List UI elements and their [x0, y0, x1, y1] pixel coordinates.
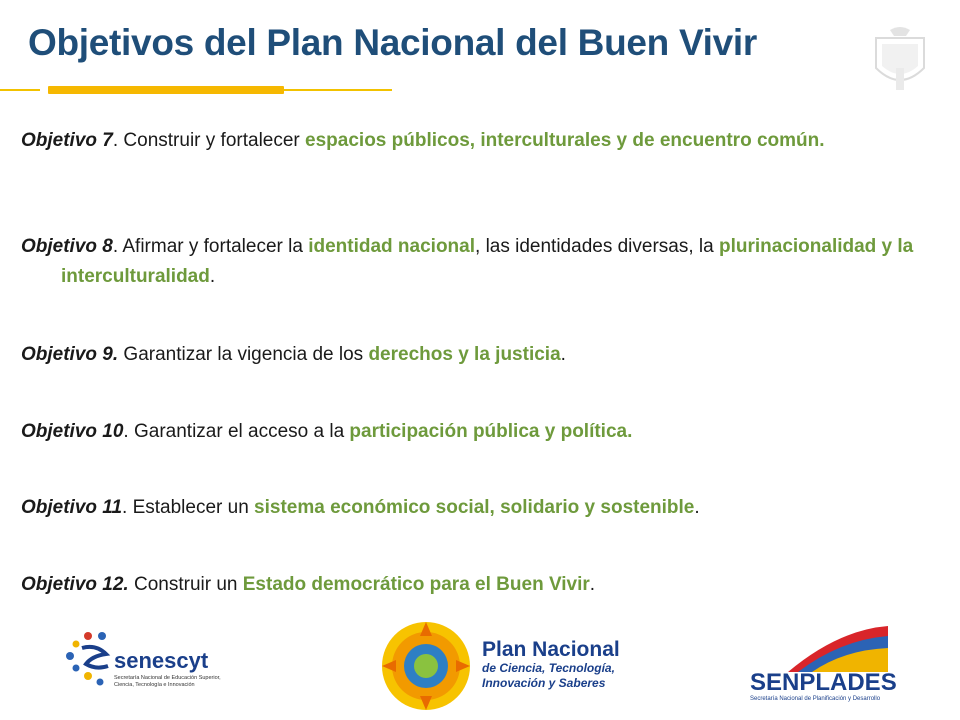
senescyt-logo [62, 626, 232, 702]
objective-text: Garantizar el acceso a la [128, 421, 350, 442]
objective-label: Objetivo 8 [21, 236, 113, 257]
objective-text-middle: . [589, 574, 596, 595]
objective-text: Establecer un [127, 497, 255, 518]
objective-item [21, 493, 941, 523]
objective-item [21, 417, 941, 447]
objective-highlight: identidad nacional [308, 236, 476, 257]
senplades-logo [748, 620, 900, 704]
plan-subtitle-2: Innovación y Saberes [482, 676, 606, 690]
objective-text: Afirmar y fortalecer la [118, 236, 309, 257]
objective-text: Construir y fortalecer [118, 130, 306, 151]
objective-highlight: sistema económico social, solidario y sostenible [254, 497, 695, 518]
objective-item [21, 232, 941, 292]
objective-label-suffix: . [122, 497, 128, 518]
ecuador-coat-of-arms-icon [868, 24, 932, 96]
objective-text-middle: . [560, 344, 566, 365]
plan-title: Plan Nacional [482, 638, 620, 661]
objective-label: Objetivo 9. [21, 344, 119, 365]
objective-highlight: participación pública y política. [349, 421, 633, 442]
sun-symbol-icon [382, 622, 470, 710]
objective-text: Garantizar la vigencia de los [118, 344, 369, 365]
objective-label: Objetivo 7 [21, 130, 113, 151]
objective-label-suffix: . [112, 236, 119, 257]
objective-label: Objetivo 12. [21, 574, 129, 595]
objective-highlight: Estado democrático para el Buen Vivir [242, 574, 590, 595]
senplades-subtitle: Secretaría Nacional de Planificación y Desarrollo [750, 696, 881, 702]
slide-title: Objetivos del Plan Nacional del Buen Vivir [28, 22, 757, 63]
objective-label: Objetivo 11 [21, 497, 123, 518]
senescyt-subtitle-1: Secretaría Nacional de Educación Superior, [114, 675, 221, 681]
plan-subtitle-1: de Ciencia, Tecnología, [482, 661, 615, 675]
senescyt-wordmark: senescyt [114, 648, 209, 673]
senplades-grid-icon [788, 626, 888, 672]
footer-logos [0, 606, 960, 720]
objective-label-suffix: . [123, 421, 129, 442]
senescyt-symbol-icon [66, 632, 108, 686]
title-underline-right [284, 89, 392, 91]
title-underline-bar [48, 86, 284, 94]
objective-item [21, 570, 941, 600]
objective-text-end: . [209, 266, 216, 287]
objective-text-middle: . [694, 497, 700, 518]
objective-item [21, 126, 941, 156]
title-underline-left [0, 89, 40, 91]
objective-highlight: derechos y la justicia [368, 344, 561, 365]
senescyt-subtitle-2: Ciencia, Tecnología e Innovación [114, 682, 195, 688]
objective-item [21, 340, 941, 370]
objective-highlight: espacios públicos, interculturales y de encuentro común. [305, 130, 825, 151]
objective-text: Construir un [128, 574, 243, 595]
objective-label-suffix: . [112, 130, 119, 151]
senplades-wordmark: SENPLADES [750, 669, 897, 696]
objective-label: Objetivo 10 [21, 421, 124, 442]
objective-text-middle: , las identidades diversas, la [475, 236, 719, 257]
objective-highlight-2: plurinacionalidad y la interculturalidad [61, 236, 914, 287]
plan-nacional-logo [376, 612, 622, 716]
